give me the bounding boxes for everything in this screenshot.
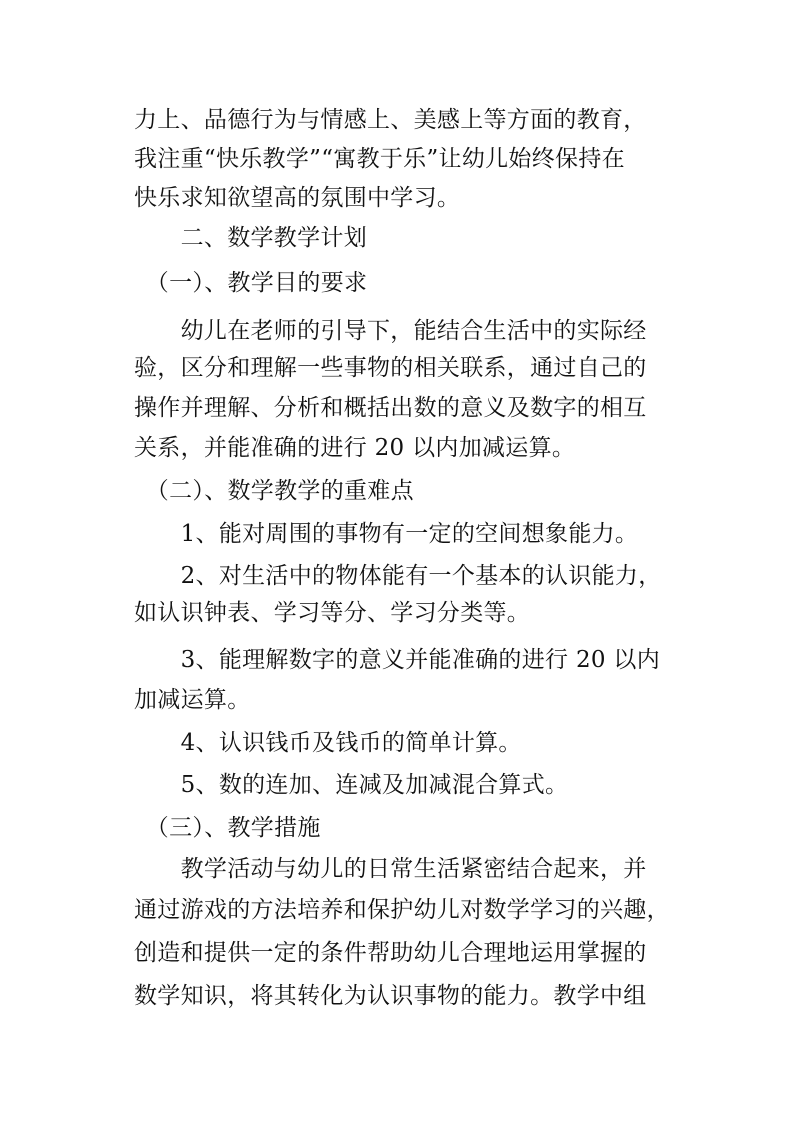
text-line: 创造和提供一定的条件帮助幼儿合理地运用掌握的 — [134, 940, 647, 966]
text-line: 操作并理解、分析和概括出数的意义及数字的相互 — [134, 395, 647, 421]
text-line: 通过游戏的方法培养和保护幼儿对数学学习的兴趣， — [134, 897, 670, 923]
text-line: 数学知识，将其转化为认识事物的能力。教学中组 — [134, 983, 647, 1009]
text-line: 快乐求知欲望高的氛围中学习。 — [134, 185, 461, 211]
text-line: 验，区分和理解一些事物的相关联系，通过自己的 — [134, 355, 647, 381]
list-item: 2、对生活中的物体能有一个基本的认识能力， — [134, 563, 662, 589]
text-line: 教学活动与幼儿的日常生活紧密结合起来，并 — [134, 856, 647, 882]
subsection-heading: （三）、教学措施 — [134, 815, 321, 841]
list-item: 1、能对周围的事物有一定的空间想象能力。 — [134, 521, 639, 547]
text-line: 我注重“快乐教学”“寓教于乐”让幼儿始终保持在 — [134, 146, 625, 172]
text-line: 如认识钟表、学习等分、学习分类等。 — [134, 600, 531, 626]
text-line: 加减运算。 — [134, 687, 251, 713]
subsection-heading: （一）、教学目的要求 — [134, 270, 368, 296]
text-line: 关系，并能准确的进行 20 以内加减运算。 — [134, 435, 576, 461]
list-item: 4、认识钱币及钱币的简单计算。 — [134, 730, 522, 756]
section-heading: 二、数学教学计划 — [134, 225, 367, 251]
subsection-heading: （二）、数学教学的重难点 — [134, 478, 414, 504]
text-line: 幼儿在老师的引导下，能结合生活中的实际经 — [134, 318, 647, 344]
list-item: 5、数的连加、连减及加减混合算式。 — [134, 772, 569, 798]
text-line: 力上、品德行为与情感上、美感上等方面的教育， — [134, 107, 647, 133]
list-item: 3、能理解数字的意义并能准确的进行 20 以内 — [134, 647, 661, 673]
